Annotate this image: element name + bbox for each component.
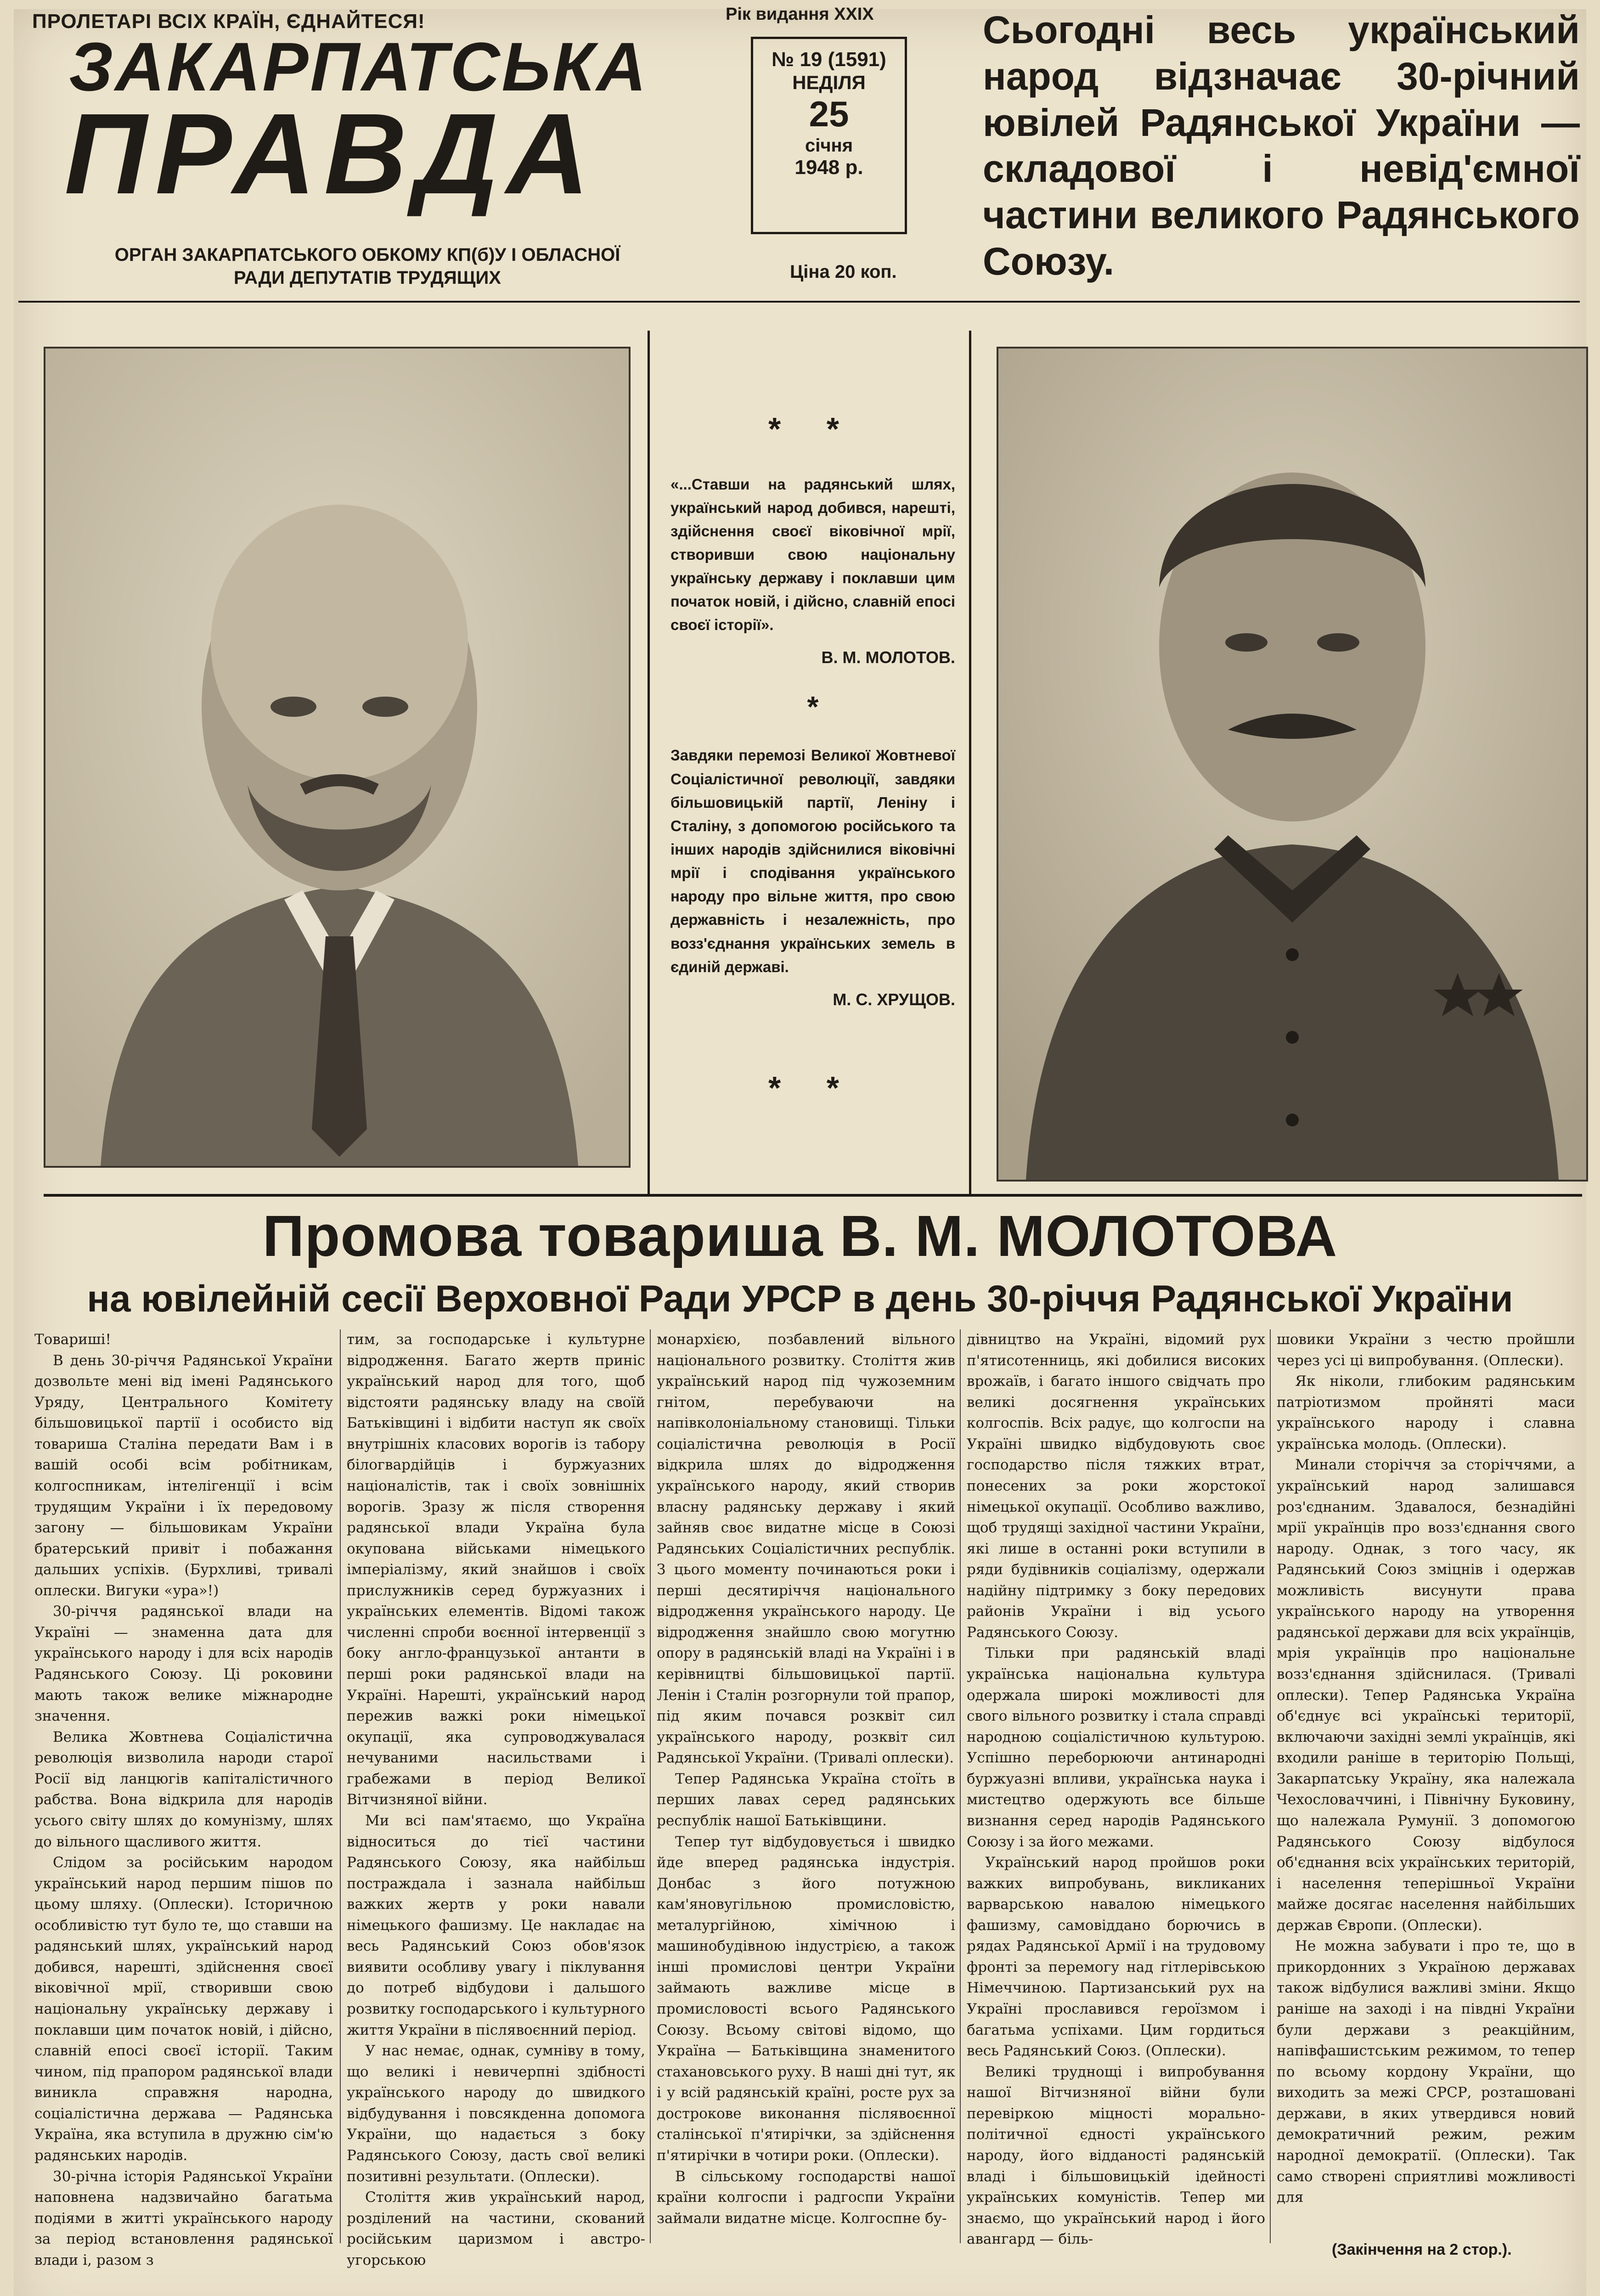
paragraph: Тепер Радянська Україна стоїть в перших лавах серед радянських республік нашої Батьківщини. — [657, 1770, 955, 1829]
stars-ornament: * * — [768, 1069, 857, 1106]
quotes-panel — [670, 331, 955, 1153]
column-divider — [650, 1329, 651, 2243]
paragraph: 30-річна історія Радянської України наповнена надзвичайно багатьма подіями в житті українського народу за період встановлення радянської влади і, разом з — [34, 2168, 333, 2268]
paragraph: Український народ пройшов роки важких випробувань, викликаних варварською навалою німецького фашизму, самовіддано борючись в рядах Радянської Армії і на трудовому фронті за перемогу над гітлерівською Німеччиною. Партизанський рух на Україні прославився героїзмом і багатьма успіхами. Цим гордиться весь Радянський Союз. (Оплески). — [967, 1854, 1265, 2060]
article-subtitle: на ювілейній сесії Верховної Ради УРСР в день 30-річчя Радянської України — [87, 1278, 1513, 1320]
issue-year: 1948 р. — [794, 156, 863, 179]
newspaper-title-line2: ПРАВДА — [64, 90, 597, 218]
portrait-right — [997, 347, 1588, 1182]
column-rule — [648, 331, 650, 1194]
front-headline: Сьогодні весь український народ відзначає 30-річний ювілей Радянської України — складової і невід'ємної частини великого Радянського Союзу. — [983, 8, 1580, 283]
paragraph: Ми всі пам'ятаємо, що Україна відноситься до тієї частини Радянського Союзу, яка найбільш постраждала і зазнала найбільш важких жертв у роки навали німецького фашизму. Це накладає на весь Радянський Союз обов'язок виявити особливу увагу і піклування до потреб відбудови і дальшого розвитку господарського і культурного життя України в післявоєнний період. — [347, 1812, 645, 2038]
weekday: НЕДІЛЯ — [792, 71, 866, 93]
paragraph: Не можна забувати і про те, що в прикордонних з Україною державах також відбулися важливі зміни. Якщо раніше на заході і на півдні України були держави з реакційним, напівфашистським режимом, то тепер по всьому кордону України, що виходить за межі СРСР, розташовані держави, в яких утвердився новий демократичний режим, режим народної демократії. (Оплески). Так само створені сприятливі можливості для — [1277, 1938, 1575, 2206]
column-divider — [960, 1329, 961, 2243]
paragraph: У нас немає, однак, сумніву в тому, що великі і невичерпні здібності українського народу до швидкого відбудування і повсякденна допомога України, що надається з боку Радянського Союзу, дасть свої великі позитивні результати. (Оплески). — [347, 2043, 645, 2185]
khrushchev-quote: Завдяки перемозі Великої Жовтневої Соціалістичної революції, завдяки більшовицькій партії, Леніну і Сталіну, з допомогою російського та інших народів здійснилися віковічні мрії і сподівання українського народу про вільне життя, про свою державність і незалежність, про возз'єднання українських земель в єдиній державі. — [670, 747, 955, 975]
article-column-2 — [347, 1329, 645, 2268]
paragraph: Століття жив український народ, розділений на частини, скований російським царизмом і австро-угорською — [347, 2189, 645, 2268]
article-title: Промова товариша В. М. МОЛОТОВА — [262, 1204, 1338, 1268]
issue-month: січня — [805, 135, 853, 156]
star-ornament: * — [807, 690, 819, 724]
organ-statement: ОРГАН ЗАКАРПАТСЬКОГО ОБКОМУ КП(б)У І ОБЛАСНОЇ РАДИ ДЕПУТАТІВ ТРУДЯЩИХ — [114, 245, 620, 288]
issue-day: 25 — [809, 93, 849, 134]
article-column-1 — [34, 1329, 333, 2268]
paragraph: шовики України з честю пройшли через усі ці випробування. (Оплески). — [1277, 1331, 1575, 1369]
khrushchev-signature: М. С. ХРУЩОВ. — [833, 990, 955, 1009]
paragraph: Як ніколи, глибоким радянським патріотизмом пройняті маси українського народу і славна українська молодь. (Оплески). — [1277, 1373, 1575, 1452]
publication-year: Рік видання XXIX — [726, 5, 874, 24]
molotov-quote: «...Ставши на радянський шлях, український народ добився, нарешті, здійснення своєї віковічної мрії, створивши свою національну українську державу і поклавши цим початок новій, і дійсно, славній епосі своєї історії». — [670, 475, 955, 634]
column-divider — [1270, 1329, 1271, 2243]
paragraph: Тепер тут відбудовується і швидко йде вперед радянська індустрія. Донбас з його потужною кам'яновугільною промисловістю, металургійною, хімічною і машинобудівною індустрією, а також інші промислові центри України займають важливе місце в промисловості всього Радянського Союзу. Всьому світові відомо, що Україна — Батьківщина знаменитого стахановського руху. В наші дні тут, як і у всій радянській країні, росте рух за дострокове виконання післявоєнної сталінської п'ятирічки, за здійснення п'ятирічки в чотири роки. (Оплески). — [657, 1833, 955, 2164]
column-rule — [969, 331, 971, 1194]
masthead-rule — [18, 301, 1580, 303]
paragraph: Велика Жовтнева Соціалістична революція визволила народи старої Росії від ланцюгів капіталістичного рабства. Вона відкрила для народів усього світу шлях до комунізму, шлях до вільного щасливого життя. — [34, 1728, 333, 1850]
issue-number: № 19 (1591) — [772, 48, 886, 71]
portrait-right-image — [998, 349, 1586, 1180]
paragraph: Великі труднощі і випробування нашої Вітчизняної війни були перевіркою міцності морально-політичної єдності українського народу, його відданості радянській владі і більшовицькій ідейності українських комуністів. Тепер ми знаємо, що український народ і його авангард — біль- — [967, 2063, 1265, 2248]
paragraph: В день 30-річчя Радянської України дозвольте мені від імені Радянського Уряду, Центрального Комітету більшовицької партії і особисто від товариша Сталіна передати Вам і в вашій особі всім робітникам, колгоспникам, інтелігенції і всім трудящим України і їх передовому загону — більшовикам України братерський привіт і побажання дальших успіхів. (Бурхливі, тривалі оплески. Вигуки «ура»!) — [34, 1352, 333, 1599]
article-column-4 — [967, 1329, 1265, 2248]
article-rule — [44, 1194, 1582, 1197]
stars-ornament: * * — [768, 411, 857, 447]
paragraph: В сільському господарстві нашої країни колгоспи і радгоспи України займали видатне місце. Колгоспне бу- — [657, 2168, 955, 2227]
paragraph: Слідом за російським народом український народ першим пішов по цьому шляху. (Оплески). Історичною особливістю тут було те, що ставши на радянський шлях, український народ добився, нарешті, здійснення своєї віковічної мрії, створивши свою національну українську державу і поклавши цим початок новій, і дійсно, славній епосі своєї історії. Таким чином, під прапором радянської влади виникла справжня народна, соціалістична держава — Радянська Україна, яка вступила в дружню сім'ю радянських народів. — [34, 1854, 333, 2164]
paragraph: монархією, позбавлений вільного національного розвитку. Століття жив український народ під чужоземним гнітом, перебуваючи на напівколоніальному становищі. Тільки соціалістична революція в Росії відкрила шлях до відродження українського народу, який створив власну радянську державу і який зайняв своє видатне місце в Союзі Радянських Соціалістичних республік. З цього моменту починаються роки і перші десятиріччя національного відродження українського народу. Це відродження знайшло свою могутню опору в радянській владі на Україні і в керівництві більшовицької партії. Ленін і Сталін розгорнули той прапор, під яким почався розквіт сил українського народу, розквіт сил Радянської України. (Тривалі оплески). — [657, 1331, 955, 1767]
paragraph: 30-річчя радянської влади на Україні — знаменна дата для українського народу і для всіх народів Радянського Союзу. Ці роковини мають також велике міжнародне значення. — [34, 1603, 333, 1725]
article-column-5 — [1277, 1329, 1575, 2243]
price: Ціна 20 коп. — [790, 262, 897, 282]
issue-box — [751, 37, 907, 234]
continued-note: (Закінчення на 2 стор.). — [1332, 2241, 1512, 2258]
motto: ПРОЛЕТАРІ ВСІХ КРАЇН, ЄДНАЙТЕСЯ! — [32, 10, 425, 33]
paragraph: Минали сторіччя за сторіччями, а український народ залишався роз'єднаним. Здавалося, безнадійні мрії українців про возз'єднання свого народу. Однак, з того часу, як Радянський Союз зміцнів і одержав можливість висунути права українського народу на утворення радянської держави для всіх українців, мрія українців про національне возз'єднання здійснилася. (Тривалі оплески). Тепер Радянська Україна об'єднує всі українські території, включаючи західні землі українців, які входили раніше в територію Польщі, Закарпатську Україну, яка належала Чехословаччині, і Північну Буковину, що належала Румунії. З допомогою Радянського Союзу відбулося об'єднання всіх українських територій, і населення теперішньої України майже досягає населення найбільших держав Європи. (Оплески). — [1277, 1457, 1575, 1934]
portrait-left-image — [45, 349, 629, 1166]
paragraph: тим, за господарське і культурне відродження. Багато жертв приніс український народ для того, щоб відстояти радянську владу на своїй Батьківщині і відбити наступ як своїх внутрішніх класових ворогів із табору білогвардійців і буржуазних націоналістів, так і своїх зовнішніх ворогів. Зразу ж після створення радянської влади Україна була окупована військами німецького імперіалізму, який знайшов і своїх прислужників серед буржуазних і українських елементів. Відомі також численні спроби воєнної інтервенції з боку англо-французької антанти в перші роки радянської влади на Україні. Нарешті, український народ пережив важкі роки німецької окупації, яка супроводжувалася нечуваними насильствами і грабежами в період Великої Вітчизняної війни. — [347, 1331, 645, 1808]
column-divider — [340, 1329, 341, 2243]
paragraph: дівництво на Україні, відомий рух п'ятисотенниць, які добилися високих врожаїв, і багато іншого свідчать про великі досягнення українських колгоспів. Всіх радує, що колгоспи на Україні швидко відбудовують своє господарство після тяжких втрат, понесених за роки жорстокої німецької окупації. Особливо важливо, щоб трудящі західної частини України, які лише в останні роки вступили в ряди будівників соціалізму, одержали надійну підтримку з боку передових районів України і від усього Радянського Союзу. — [967, 1331, 1265, 1641]
paragraph: Тільки при радянській владі українська національна культура одержала широкі можливості для свого вільного розвитку і стала справді народною соціалістичною культурою. Успішно переборюючи антинародні буржуазні впливи, українська наука і мистецтво одержують все більше визнання серед народів Радянського Союзу і за його межами. — [967, 1645, 1265, 1850]
paragraph: Товариші! — [34, 1331, 111, 1348]
portrait-left — [44, 347, 631, 1168]
molotov-signature: В. М. МОЛОТОВ. — [821, 648, 955, 667]
newspaper-title-line1: ЗАКАРПАТСЬКА — [69, 28, 648, 105]
article-column-3 — [657, 1329, 955, 2243]
